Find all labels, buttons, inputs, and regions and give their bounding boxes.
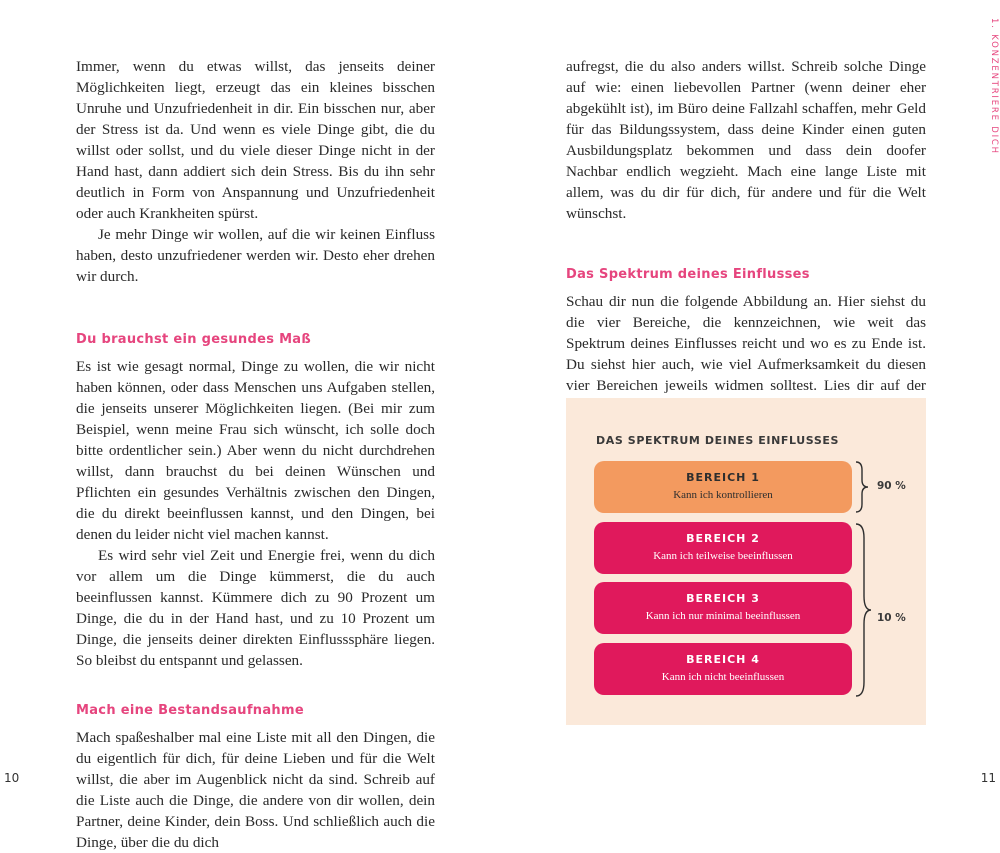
right-paragraph-1: aufregst, die du also anders willst. Schreib solche Dinge auf wie: einen liebevollen Partner (wenn deiner eher abgekühlt ist), im Büro deine Fallzahl schaffen, mehr Geld für das Bildungssystem, dass deine Kinder einen guten Ausbildungsplatz bekommen und dass dein doofer Nachbar endlich wegzieht. Mach eine lange Liste mit allem, was du dir für dich, für andere und für die Welt wünschst. xyxy=(566,58,926,222)
area-1-title: BEREICH 1 xyxy=(686,471,760,484)
heading-spektrum: Das Spektrum deines Einflusses xyxy=(566,267,810,282)
percent-90: 90 % xyxy=(877,480,906,492)
running-head xyxy=(986,18,1000,158)
page-number-right: 11 xyxy=(980,771,996,785)
heading-gesundes-mass: Du brauchst ein gesundes Maß xyxy=(76,332,312,347)
left-paragraph-5: Mach spaßeshalber mal eine Liste mit all den Dingen, die du eigentlich für dich, für deine Lieben und für die Welt willst, die aber im Augenblick nicht da sind. Schreib auf die Liste auch die Dinge, die andere von dir wollen, dein Partner, deine Kinder, dein Boss. Und schließlich auch die Dinge, über die du dich xyxy=(76,729,435,851)
area-1-subtitle: Kann ich kontrollieren xyxy=(673,489,773,501)
brace-top-icon xyxy=(854,460,872,514)
area-2-subtitle: Kann ich teilweise beeinflussen xyxy=(653,550,793,562)
running-head-text: 1. KONZENTRIERE DICH xyxy=(989,18,999,155)
area-2-box xyxy=(594,522,852,574)
left-page-column xyxy=(76,56,435,853)
area-3-subtitle: Kann ich nur minimal beeinflussen xyxy=(645,610,801,622)
area-3-title: BEREICH 3 xyxy=(686,592,760,605)
area-3-box xyxy=(594,582,852,634)
area-2-title: BEREICH 2 xyxy=(686,532,760,545)
heading-bestandsaufnahme: Mach eine Bestandsaufnahme xyxy=(76,703,304,718)
left-paragraph-3: Es ist wie gesagt normal, Dinge zu wollen, die wir nicht haben können, oder dass Menschen uns Aufgaben stellen, die jenseits unserer Möglichkeiten liegen. (Bei mir zum Beispiel, wenn meine Frau sich wünscht, ich solle doch bitte ordentlicher sein.) Aber wenn du nicht durchdrehen willst, dann brauchst du bei deinen Wünschen und Pflichten ein gesundes Verhältnis zwischen den Dingen, die du direkt beeinflussen kannst, und den Dingen, bei denen du leider nicht viel machen kannst. xyxy=(76,358,435,543)
brace-bottom-icon xyxy=(854,522,874,698)
area-4-title: BEREICH 4 xyxy=(686,653,760,666)
figure-title: DAS SPEKTRUM DEINES EINFLUSSES xyxy=(596,434,839,447)
left-paragraph-4: Es wird sehr viel Zeit und Energie frei, wenn du dich vor allem um die Dinge kümmerst, die du auch beeinflussen kannst. Kümmere dich zu 90 Prozent um Dinge, die du in der Hand hast, und zu 10 Prozent um Dinge, die jenseits deiner direkten Einflusssphäre liegen. So bleibst du entspannt und gelassen. xyxy=(76,547,435,669)
area-4-subtitle: Kann ich nicht beeinflussen xyxy=(661,671,785,683)
right-page-column xyxy=(566,56,926,438)
left-paragraph-2: Je mehr Dinge wir wollen, auf die wir keinen Einfluss haben, desto unzufriedener werden wir. Desto eher drehen wir durch. xyxy=(76,226,435,285)
right-paragraph-2: Schau dir nun die folgende Abbildung an. Hier siehst du die vier Bereiche, die kennzeichnen, wie weit das Spektrum deines Einflusses reicht und wo es zu Ende ist. Du siehst hier auch, wie viel Aufmerksamkeit du diesen vier Bereichen jeweils widmen solltest. Lies dir auf der xyxy=(566,293,926,394)
page-number-left: 10 xyxy=(4,771,20,785)
area-1-box xyxy=(594,461,852,513)
influence-spectrum-figure xyxy=(566,398,926,725)
area-4-box xyxy=(594,643,852,695)
left-paragraph-1: Immer, wenn du etwas willst, das jenseits deiner Möglichkeiten liegt, erzeugt das ein kleines bisschen Unruhe und Unzufriedenheit in dir. Ein bisschen nur, aber der Stress ist da. Und wenn es viele Dinge gibt, die du willst oder sollst, und du viele dieser Dinge nicht in der Hand hast, dann addiert sich dein Stress. Bis du ihn sehr deutlich in Form von Anspannung und Unzufriedenheit oder auch Krankheiten spürst. xyxy=(76,58,435,222)
percent-10: 10 % xyxy=(877,612,906,624)
